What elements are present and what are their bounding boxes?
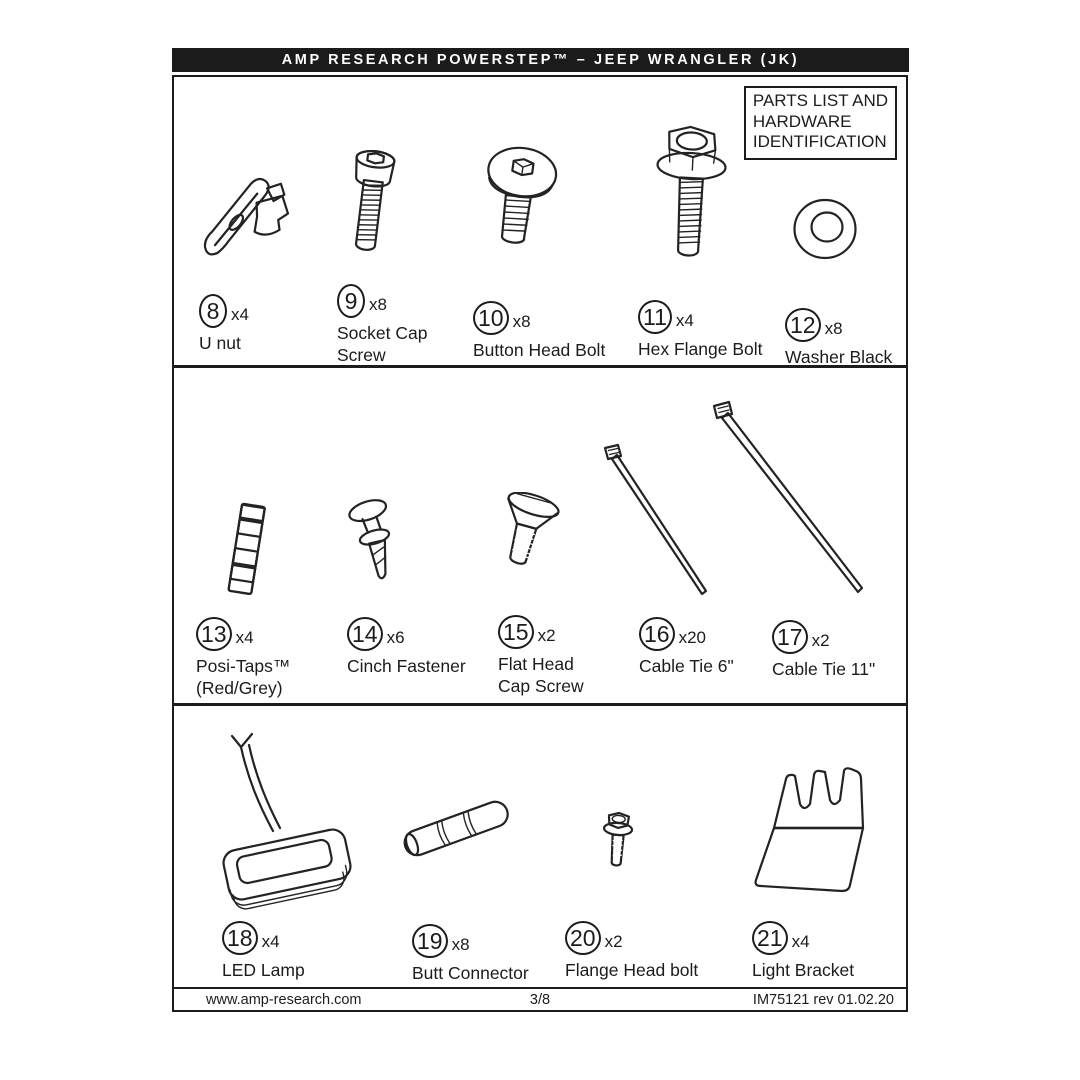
part-badge-row xyxy=(412,924,529,958)
part-number-badge: 9 xyxy=(337,284,365,318)
part-qty: x20 xyxy=(678,628,707,647)
part-badge-row xyxy=(196,617,301,651)
part-number-badge: 10 xyxy=(473,301,509,335)
part-qty: x6 xyxy=(386,628,405,647)
part-number-badge: 15 xyxy=(498,615,534,649)
part-badge-row xyxy=(772,620,875,654)
part-item-button-head-bolt xyxy=(473,301,605,362)
part-item-cinch-fastener xyxy=(347,617,466,678)
part-qty: x4 xyxy=(235,628,254,647)
part-label: Posi-Taps™ (Red/Grey) xyxy=(196,656,291,698)
part-label: Button Head Bolt xyxy=(473,340,606,360)
light-bracket-icon xyxy=(750,766,875,894)
part-qty: x4 xyxy=(791,932,810,951)
part-label: Cable Tie 6" xyxy=(639,656,734,676)
part-label: LED Lamp xyxy=(222,960,305,980)
part-number-badge: 8 xyxy=(199,294,227,328)
led-lamp-icon xyxy=(210,731,365,916)
part-label: Butt Connector xyxy=(412,963,529,983)
part-qty: x2 xyxy=(537,626,556,645)
part-number-badge: 14 xyxy=(347,617,383,651)
part-item-washer-black xyxy=(785,308,892,369)
part-item-posi-taps xyxy=(196,617,301,700)
part-label: Cinch Fastener xyxy=(347,656,466,676)
part-qty: x8 xyxy=(451,935,470,954)
part-badge-row xyxy=(785,308,892,342)
part-qty: x4 xyxy=(261,932,280,951)
part-number-badge: 13 xyxy=(196,617,232,651)
part-number-badge: 19 xyxy=(412,924,448,958)
part-badge-row xyxy=(222,921,305,955)
part-qty: x2 xyxy=(811,631,830,650)
part-label: Hex Flange Bolt xyxy=(638,339,763,359)
part-number-badge: 18 xyxy=(222,921,258,955)
part-badge-row xyxy=(498,615,588,649)
page-title: AMP RESEARCH POWERSTEP™ – JEEP WRANGLER (JK) xyxy=(281,52,800,68)
part-badge-row xyxy=(199,294,249,328)
part-item-butt-connector xyxy=(412,924,529,985)
part-qty: x8 xyxy=(824,319,843,338)
part-badge-row xyxy=(565,921,698,955)
part-qty: x8 xyxy=(369,295,387,314)
part-item-led-lamp xyxy=(222,921,305,982)
title-bar xyxy=(172,48,909,72)
part-item-socket-cap-screw xyxy=(337,284,432,367)
u-nut-icon xyxy=(195,165,300,265)
part-label: U nut xyxy=(199,333,241,353)
cinch-fastener-icon xyxy=(344,496,406,588)
part-qty: x2 xyxy=(604,932,623,951)
part-item-flange-head-bolt xyxy=(565,921,698,982)
part-label: Washer Black xyxy=(785,347,893,367)
part-number-badge: 12 xyxy=(785,308,821,342)
info-box-line: PARTS LIST AND xyxy=(752,91,888,110)
flange-head-bolt-icon xyxy=(596,811,640,877)
part-label: Light Bracket xyxy=(752,960,855,980)
part-qty: x4 xyxy=(675,311,694,330)
part-qty: x8 xyxy=(512,312,531,331)
part-label: Flange Head bolt xyxy=(565,960,699,980)
part-badge-row xyxy=(473,301,605,335)
cable-tie-11-icon xyxy=(712,400,874,600)
part-badge-row xyxy=(337,284,432,318)
footer-doc-ref: IM75121 rev 01.02.20 xyxy=(752,991,894,1008)
parts-list-info-box xyxy=(744,86,897,160)
part-badge-row xyxy=(638,300,763,334)
washer-black-icon xyxy=(792,196,858,262)
butt-connector-icon xyxy=(396,786,516,871)
part-item-cable-tie-11 xyxy=(772,620,875,681)
footer-page-number: 3/8 xyxy=(529,991,551,1008)
part-qty: x4 xyxy=(231,305,249,324)
footer-website: www.amp-research.com xyxy=(206,991,362,1008)
part-item-light-bracket xyxy=(752,921,854,982)
hex-flange-bolt-icon xyxy=(640,125,740,267)
part-number-badge: 17 xyxy=(772,620,808,654)
part-item-cable-tie-6 xyxy=(639,617,734,678)
part-label: Flat Head Cap Screw xyxy=(498,654,584,696)
info-box-line: HARDWARE xyxy=(752,111,852,131)
button-head-bolt-icon xyxy=(475,140,565,255)
part-number-badge: 21 xyxy=(752,921,788,955)
page xyxy=(172,48,909,1014)
part-label: Cable Tie 11" xyxy=(772,659,876,679)
part-number-badge: 20 xyxy=(565,921,601,955)
socket-cap-screw-icon xyxy=(338,148,403,260)
part-badge-row xyxy=(752,921,854,955)
cable-tie-6-icon xyxy=(602,443,717,603)
info-box-line: IDENTIFICATION xyxy=(752,132,887,152)
part-number-badge: 16 xyxy=(639,617,675,651)
flat-head-cap-screw-icon xyxy=(494,492,566,577)
part-item-flat-head-cap-screw xyxy=(498,615,588,698)
part-label: Socket Cap Screw xyxy=(337,323,428,365)
part-badge-row xyxy=(347,617,466,651)
part-number-badge: 11 xyxy=(638,300,672,334)
posi-tap-icon xyxy=(225,500,269,600)
part-item-hex-flange-bolt xyxy=(638,300,763,361)
section-divider xyxy=(174,703,906,706)
part-badge-row xyxy=(639,617,734,651)
footer-bar xyxy=(174,987,906,1010)
part-item-u-nut xyxy=(199,294,249,355)
